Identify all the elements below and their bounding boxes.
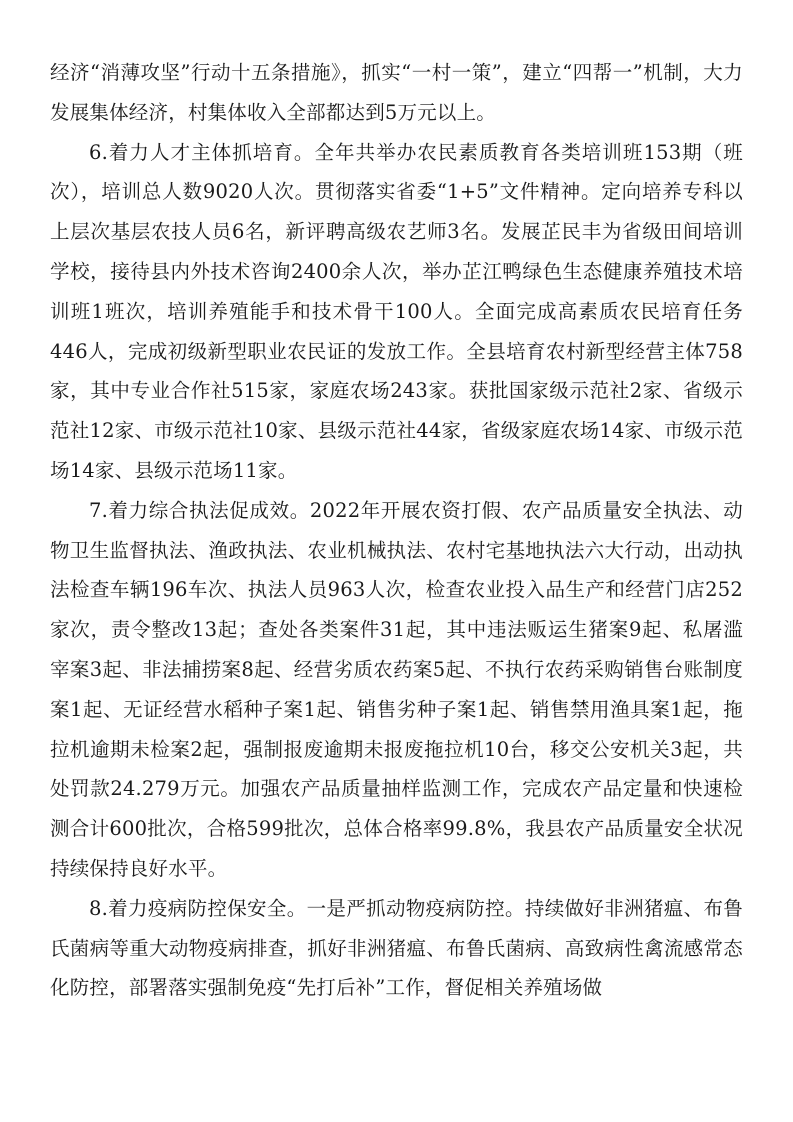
document-page [50,53,743,1008]
paragraph-law-enforcement: 7.着力综合执法促成效。2022年开展农资打假、农产品质量安全执法、动物卫生监督执法、渔政执法、农业机械执法、农村宅基地执法六大行动，出动执法检查车辆196车次、执法人员963人次，检查农业投入品生产和经营门店252家次，责令整改13起；查处各类案件31起，其中违法贩运生猪案9起、私屠滥宰案3起、非法捕捞案8起、经营劣质农药案5起、不执行农药采购销售台账制度案1起、无证经营水稻种子案1起、销售劣种子案1起、销售禁用渔具案1起，拖拉机逾期未检案2起，强制报废逾期未报废拖拉机10台，移交公安机关3起，共处罚款24.279万元。加强农产品质量抽样监测工作，完成农产品定量和快速检测合计600批次，合格599批次，总体合格率99.8%，我县农产品质量安全状况持续保持良好水平。 [50,498,743,880]
paragraph-talent-training: 6.着力人才主体抓培育。全年共举办农民素质教育各类培训班153期（班次），培训总人数9020人次。贯彻落实省委“1+5”文件精神。定向培养专科以上层次基层农技人员6名，新评聘高级农艺师3名。发展芷民丰为省级田间培训学校，接待县内外技术咨询2400余人次，举办芷江鸭绿色生态健康养殖技术培训班1班次，培训养殖能手和技术骨干100人。全面完成高素质农民培育任务446人，完成初级新型职业农民证的发放工作。全县培育农村新型经营主体758家，其中专业合作社515家，家庭农场243家。获批国家级示范社2家、省级示范社12家、市级示范社10家、县级示范社44家，省级家庭农场14家、市级示范场14家、县级示范场11家。 [50,140,743,482]
paragraph-collective-economy: 经济“消薄攻坚”行动十五条措施》，抓实“一村一策”，建立“四帮一”机制，大力发展集体经济，村集体收入全部都达到5万元以上。 [50,61,743,124]
paragraph-epidemic-prevention: 8.着力疫病防控保安全。一是严抓动物疫病防控。持续做好非洲猪瘟、布鲁氏菌病等重大动物疫病排查，抓好非洲猪瘟、布鲁氏菌病、高致病性禽流感常态化防控，部署落实强制免疫“先打后补”工作，督促相关养殖场做 [50,896,743,1000]
